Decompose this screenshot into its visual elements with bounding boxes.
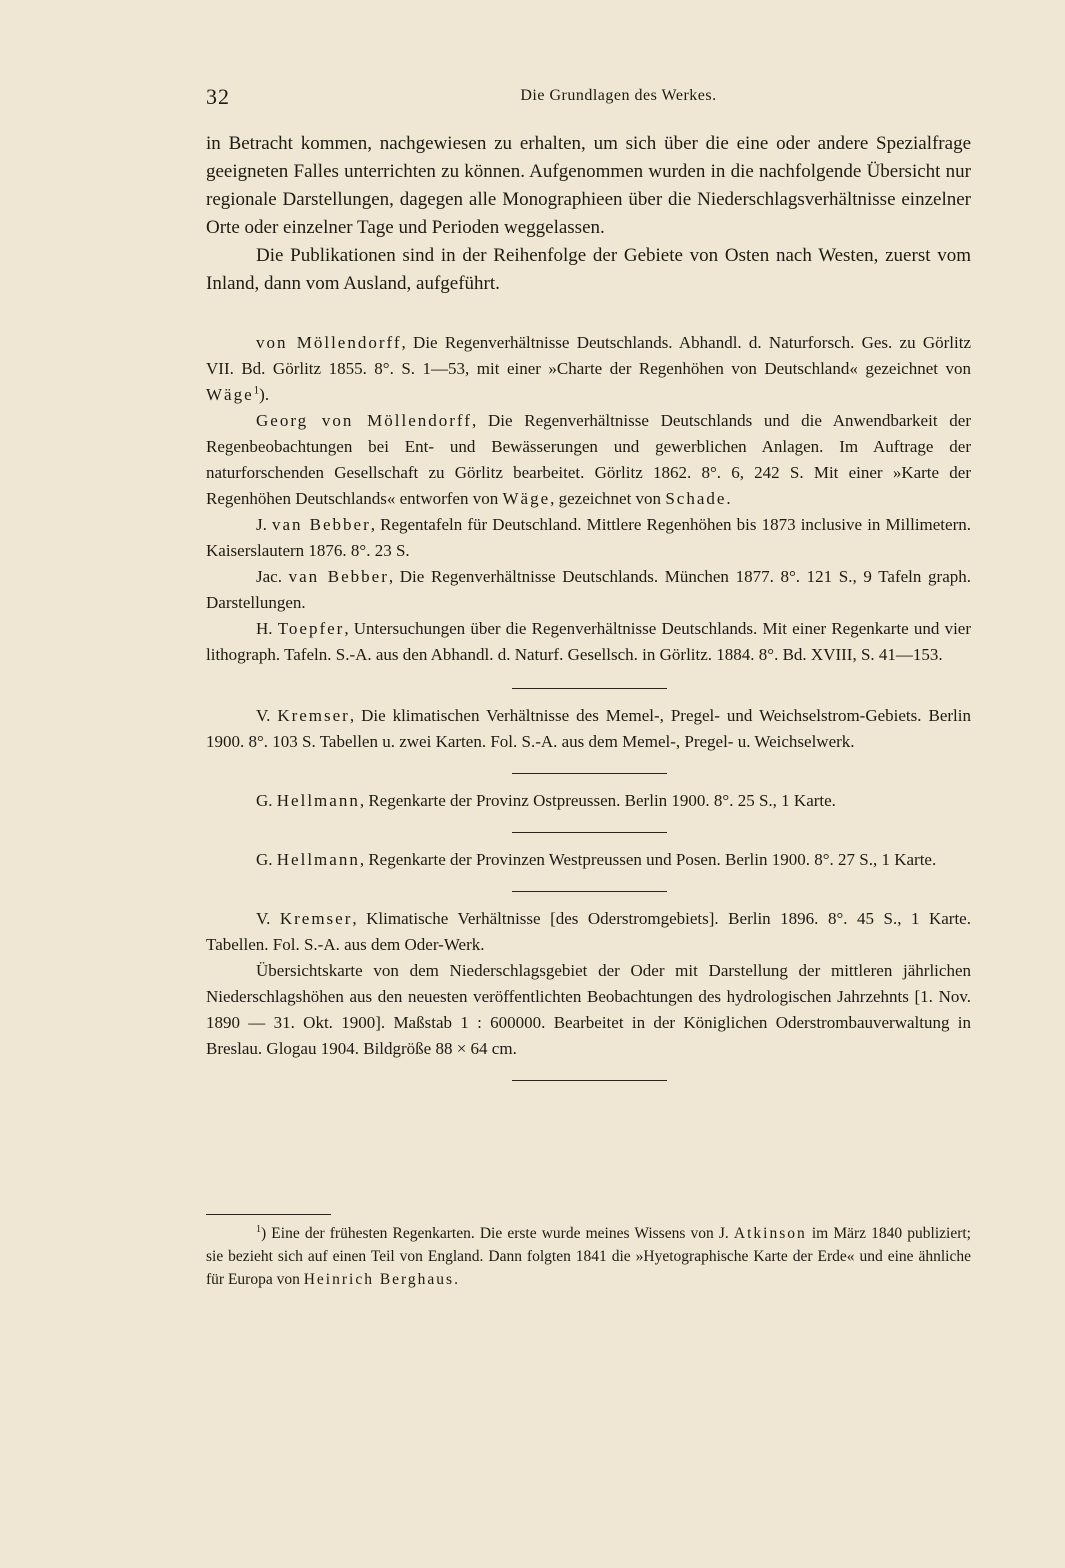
bibliography-entry: G. Hellmann, Regenkarte der Provinzen Westpreussen und Posen. Berlin 1900. 8°. 27 S., 1 Karte. bbox=[256, 850, 937, 869]
paragraph: Die Publikationen sind in der Reihenfolge der Gebiete von Osten nach Westen, zuerst vom Inland, dann vom Ausland, aufgeführt. bbox=[206, 245, 971, 294]
author-name: van Bebber bbox=[271, 515, 371, 534]
author-name: Heinrich Berghaus bbox=[303, 1271, 455, 1288]
section-divider bbox=[512, 891, 667, 892]
section-divider bbox=[512, 832, 667, 833]
bibliography-entry: Georg von Möllendorff, Die Regenverhältnisse Deutschlands und die Anwendbarkeit der Regenbeobachtungen bei Ent- und Bewässerungen und gewerblichen Anlagen. Im Auftrage der naturforschenden Gesellschaft zu Görlitz bearbeitet. Görlitz 1862. 8°. 6, 242 S. Mit einer »Karte der Regenhöhen Deutschlands« entworfen von Wäge, gezeichnet von Schade. bbox=[206, 411, 971, 508]
author-name: Kremser bbox=[279, 909, 353, 928]
footnote: $^1$) Eine der frühesten Regenkarten. Die erste wurde meines Wissens von J. Atkinson im März 1840 publiziert; sie bezieht sich auf einen Teil von England. Dann folgten 1841 die »Hyetographische Karte der Erde« und eine ähnliche für Europa von Heinrich Berghaus. bbox=[206, 1223, 971, 1288]
page-number: 32 bbox=[206, 84, 230, 109]
footnote-marker: 1 bbox=[253, 384, 260, 397]
body-text bbox=[206, 130, 971, 298]
author-name: Wäge bbox=[206, 385, 254, 404]
author-name: Georg von Möllendorff bbox=[256, 411, 472, 430]
author-name: von Möllendorff bbox=[256, 333, 402, 352]
bibliography-entry: Jac. van Bebber, Die Regenverhältnisse Deutschlands. München 1877. 8°. 121 S., 9 Tafeln graph. Darstellungen. bbox=[206, 567, 971, 612]
author-name: Toepfer bbox=[277, 619, 345, 638]
running-head bbox=[206, 84, 971, 114]
author-name: Wäge bbox=[502, 489, 551, 508]
section-divider bbox=[512, 688, 667, 689]
author-name: Kremser bbox=[277, 706, 350, 725]
section-divider bbox=[512, 1080, 667, 1081]
footnote-divider bbox=[206, 1214, 331, 1215]
bibliography-entry: J. van Bebber, Regentafeln für Deutschland. Mittlere Regenhöhen bis 1873 inclusive in Millimetern. Kaiserslautern 1876. 8°. 23 S. bbox=[206, 515, 971, 560]
author-name: Schade bbox=[665, 489, 727, 508]
author-name: van Bebber bbox=[288, 567, 389, 586]
footnote-marker: 1 bbox=[256, 1223, 262, 1235]
author-name: Atkinson bbox=[733, 1225, 807, 1242]
bibliography-entry: V. Kremser, Die klimatischen Verhältnisse des Memel-, Pregel- und Weichselstrom-Gebiets. Berlin 1900. 8°. 103 S. Tabellen u. zwei Karten. Fol. S.-A. aus dem Memel-, Pregel- u. Weichselwerk. bbox=[206, 706, 971, 751]
bibliography-entry: von Möllendorff, Die Regenverhältnisse Deutschlands. Abhandl. d. Naturforsch. Ges. zu Görlitz VII. Bd. Görlitz 1855. 8°. S. 1—53, mit einer »Charte der Regenhöhen von Deutschland« gezeichnet von Wäge$^1$). bbox=[206, 333, 971, 404]
bibliography-entry: Übersichtskarte von dem Niederschlagsgebiet der Oder mit Darstellung der mittleren jährlichen Niederschlagshöhen aus den neuesten veröffentlichten Beobachtungen des hydrologischen Jahrzehnts [1. Nov. 1890 — 31. Okt. 1900]. Maßstab 1 : 600000. Bearbeitet in der Königlichen Oderstrombauverwaltung in Breslau. Glogau 1904. Bildgröße 88 × 64 cm. bbox=[206, 961, 971, 1058]
bibliography-entry: V. Kremser, Klimatische Verhältnisse [des Oderstromgebiets]. Berlin 1896. 8°. 45 S., 1 Karte. Tabellen. Fol. S.-A. aus dem Oder-Werk. bbox=[206, 909, 971, 954]
author-name: Hellmann bbox=[276, 791, 360, 810]
bibliography-list bbox=[206, 330, 971, 1095]
paragraph: in Betracht kommen, nachgewiesen zu erhalten, um sich über die eine oder andere Spezialfrage geeigneten Falles unterrichten zu können. Aufgenommen wurden in die nachfolgende Übersicht nur regionale Darstellungen, dagegen alle Monographieen über die Niederschlagsverhältnisse einzelner Orte oder einzelner Tage und Perioden weggelassen. bbox=[206, 133, 971, 238]
bibliography-entry: H. Toepfer, Untersuchungen über die Regenverhältnisse Deutschlands. Mit einer Regenkarte und vier lithograph. Tafeln. S.-A. aus den Abhandl. d. Naturf. Gesellsch. in Görlitz. 1884. 8°. Bd. XVIII, S. 41—153. bbox=[206, 619, 971, 664]
author-name: Hellmann bbox=[276, 850, 360, 869]
section-divider bbox=[512, 773, 667, 774]
bibliography-entry: G. Hellmann, Regenkarte der Provinz Ostpreussen. Berlin 1900. 8°. 25 S., 1 Karte. bbox=[256, 791, 836, 810]
running-title: Die Grundlagen des Werkes. bbox=[520, 87, 717, 104]
